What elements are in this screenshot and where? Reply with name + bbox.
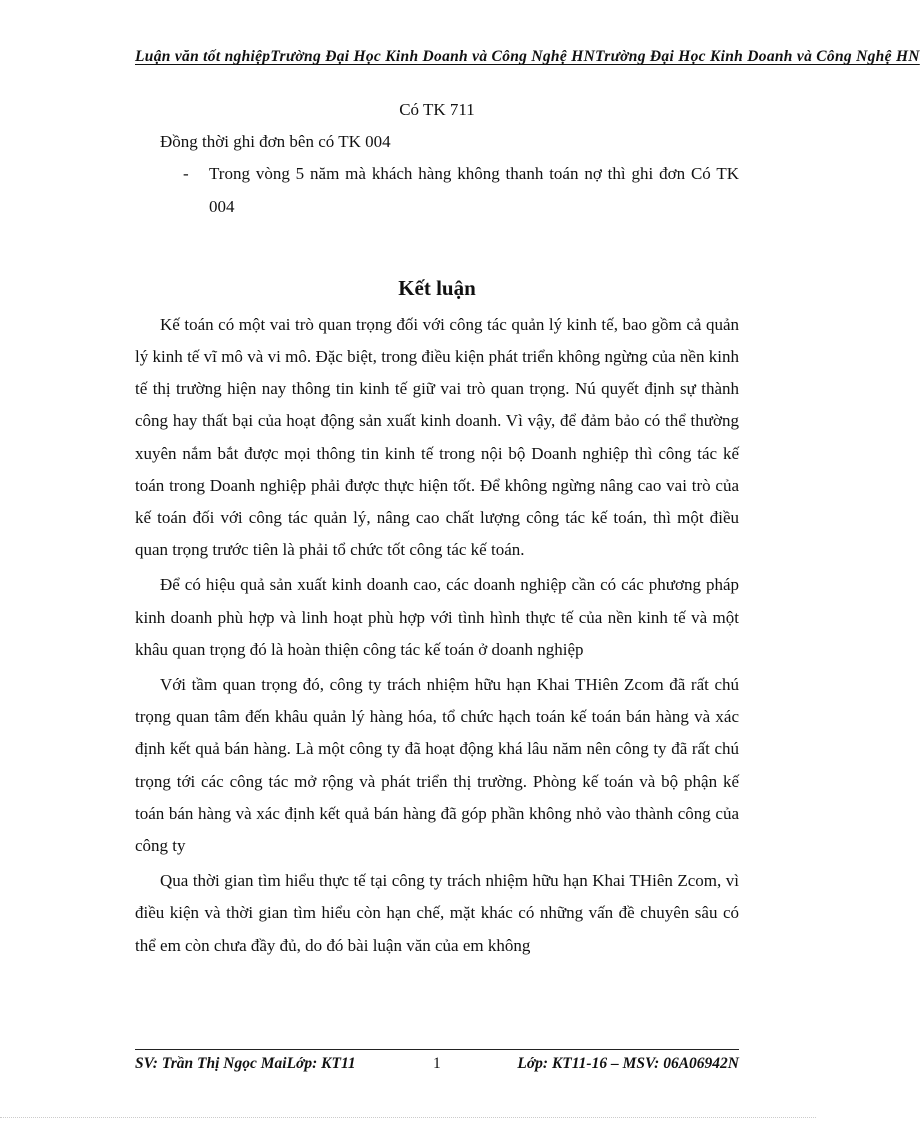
running-header: Luận văn tốt nghiệpTrường Đại Học Kinh Doanh và Công Nghệ HNTrường Đại Học Kinh Doanh và Công Nghệ HN (135, 48, 920, 65)
paragraph: Để có hiệu quả sản xuất kinh doanh cao, các doanh nghiệp cần có các phương pháp kinh doanh phù hợp và linh hoạt phù hợp với tình hình thực tế của nền kinh tế và một khâu quan trọng đó là hoàn thiện công tác kế toán ở doanh nghiệp (135, 575, 739, 659)
page-bottom-border (0, 1117, 816, 1118)
page-footer (135, 1055, 739, 1077)
paragraph: Qua thời gian tìm hiểu thực tế tại công ty trách nhiệm hữu hạn Khai THiên Zcom, vì điều kiện và thời gian tìm hiểu còn hạn chế, mặt khác có những vấn đề chuyên sâu có thể em còn chưa đầy đủ, do đó bài luận văn của em không (135, 871, 739, 955)
section-title: Kết luận (398, 275, 476, 300)
paragraph: Kế toán có một vai trò quan trọng đối với công tác quản lý kinh tế, bao gồm cả quản lý kinh tế vĩ mô và vi mô. Đặc biệt, trong điều kiện phát triển không ngừng của nền kinh tế thị trường hiện nay thông tin kinh tế giữ vai trò quan trọng. Nú quyết định sự thành công hay thất bại của hoạt động sản xuất kinh doanh. Vì vậy, để đảm bảo có thể thường xuyên nắm bắt được mọi thông tin kinh tế trong nội bộ Doanh nghiệp thì công tác kế toán trong Doanh nghiệp phải được thực hiện tốt. Để không ngừng nâng cao vai trò của kế toán đối với công tác quản lý, nâng cao chất lượng công tác kế toán, thì một điều quan trọng trước tiên là phải tổ chức tốt công tác kế toán. (135, 314, 739, 560)
footer-student-info: SV: Trần Thị Ngọc MaiLớp: KT11 (135, 1055, 356, 1072)
section-spacer (135, 223, 739, 271)
footer-divider (135, 1049, 739, 1050)
bullet-dash-icon: - (183, 164, 189, 184)
simultaneous-entry-line: Đồng thời ghi đơn bên có TK 004 (160, 132, 391, 152)
paragraph: Với tầm quan trọng đó, công ty trách nhiệm hữu hạn Khai THiên Zcom đã rất chú trọng quan tâm đến khâu quản lý hàng hóa, tổ chức hạch toán kế toán bán hàng và xác định kết quả bán hàng. Là một công ty đã hoạt động khá lâu năm nên công ty đã rất chú trọng tới các công tác mở rộng và phát triển thị trường. Phòng kế toán và bộ phận kế toán bán hàng và xác định kết quả bán hàng đã góp phần không nhỏ vào thành công của công ty (135, 675, 739, 856)
footer-class-info: Lớp: KT11-16 – MSV: 06A06942N (517, 1055, 739, 1072)
document-body (135, 94, 739, 965)
page-number: 1 (433, 1055, 441, 1072)
account-line: Có TK 711 (399, 100, 475, 119)
bullet-text: Trong vòng 5 năm mà khách hàng không thanh toán nợ thì ghi đơn Có TK 004 (209, 164, 739, 216)
bullet-item (135, 158, 739, 222)
